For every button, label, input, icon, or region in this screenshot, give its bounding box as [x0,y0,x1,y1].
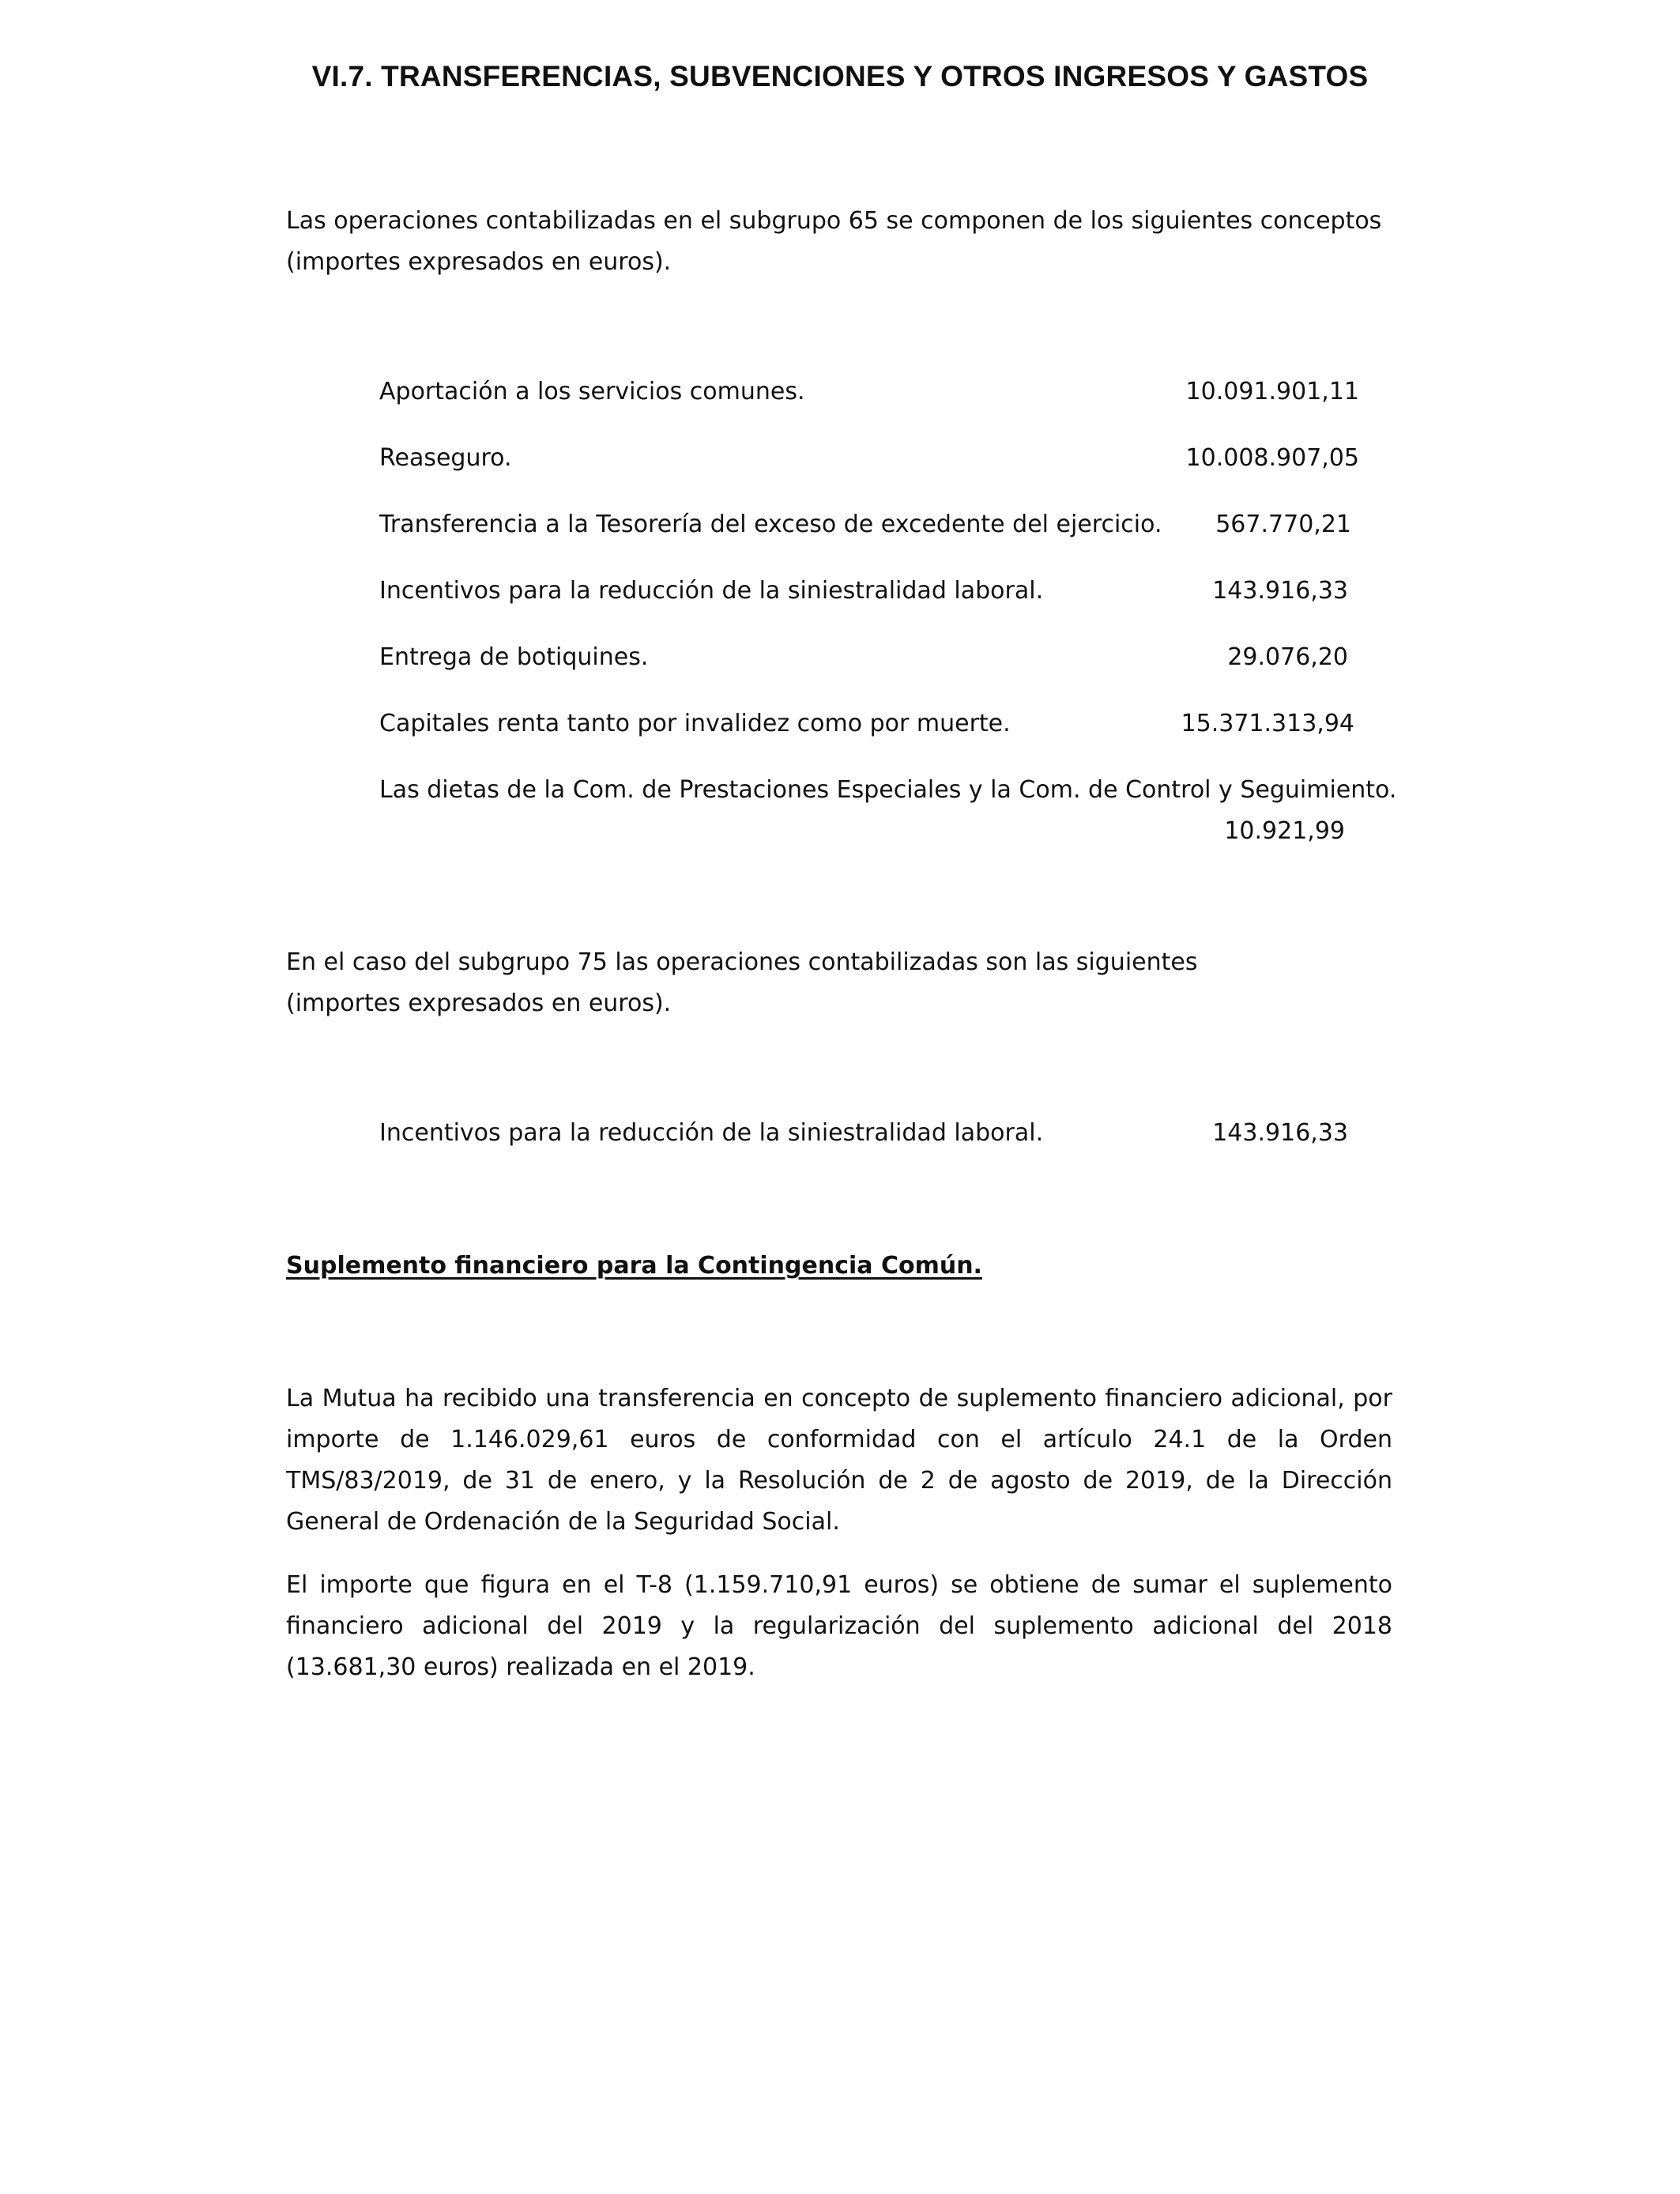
item-label: Reaseguro. [379,444,512,472]
item-label: Capitales renta tanto por invalidez como por muerte. [379,710,1011,737]
item-label: Las dietas de la Com. de Prestaciones Especiales y la Com. de Control y Seguimiento. [379,776,1397,804]
list-item [379,770,1397,852]
list-item [379,371,1359,413]
item-label: Transferencia a la Tesorería del exceso de excedente del ejercicio. [379,511,1162,538]
list-item [379,637,1359,678]
item-amount: 567.770,21 [1215,511,1351,538]
item-amount: 15.371.313,94 [1181,710,1354,737]
page-title: VI.7. TRANSFERENCIAS, SUBVENCIONES Y OTROS INGRESOS Y GASTOS [311,60,1369,92]
item-amount: 10.008.907,05 [1185,444,1359,472]
item-label: Incentivos para la reducción de la siniestralidad laboral. [379,577,1044,605]
item-amount: 10.921,99 [1224,817,1345,845]
item-amount: 10.091.901,11 [1185,378,1359,405]
item-amount: 143.916,33 [1212,577,1348,605]
intro-subgroup-75: En el caso del subgrupo 75 las operaciones contabilizadas son las siguientes (importes expresados en euros). [286,948,1198,1017]
paragraph-t8: El importe que figura en el T-8 (1.159.710,91 euros) se obtiene de sumar el suplemento financiero adicional del 2019 y la regularización del suplemento adicional del 2018 (13.681,30 euros) realizada en el 2019. [286,1571,1392,1681]
item-amount: 29.076,20 [1227,643,1348,671]
list-item [379,504,1369,545]
item-label: Entrega de botiquines. [379,643,649,671]
item-label: Incentivos para la reducción de la siniestralidad laboral. [379,1119,1044,1147]
item-amount: 143.916,33 [1212,1119,1348,1147]
paragraph-supplement: La Mutua ha recibido una transferencia en concepto de suplemento financiero adicional, por importe de 1.146.029,61 euros de conformidad con el artículo 24.1 de la Orden TMS/83/2019, de 31 de enero, y la Resolución de 2 de agosto de 2019, de la Dirección General de Ordenación de la Seguridad Social. [286,1385,1392,1536]
list-item [379,703,1359,745]
section-heading: Suplemento financiero para la Contingencia Común. [286,1252,982,1280]
list-item [379,438,1359,479]
list-item [379,1113,1359,1154]
intro-subgroup-65: Las operaciones contabilizadas en el subgrupo 65 se componen de los siguientes conceptos (importes expresados en euros). [286,207,1382,276]
item-label: Aportación a los servicios comunes. [379,378,805,405]
list-item [379,571,1359,612]
